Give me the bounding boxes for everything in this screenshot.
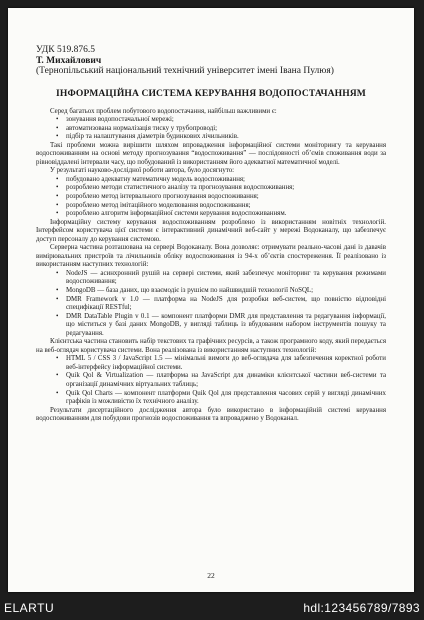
list-item: • розроблено методи статистичного аналізу та прогнозування водоспоживання;: [66, 184, 386, 193]
list-item: • розроблено метод інтервального прогнозування водоспоживання;: [66, 193, 386, 202]
paragraph: Інформаційну систему керування водоспоживанням розроблено із використанням новітніх технологій. Інтерфейсом користувача цієї системи є інтерактивний динамічний веб-сайт у мережі Водоканалу, що забезпечує доступ персоналу до керування системою.: [36, 218, 386, 243]
paper-page: [8, 8, 414, 592]
list-item: • DMR Framework v 1.0 — платформа на NodeJS для розробки веб-систем, що повністю відповідні специфікації RESTful;: [66, 296, 386, 313]
bullet-list-server-tech: [36, 270, 386, 338]
affiliation: (Тернопільський національний технічний університет імені Івана Пулюя): [36, 66, 334, 76]
list-item: • зонування водопостачальної мережі;: [66, 116, 386, 125]
article-title: ІНФОРМАЦІЙНА СИСТЕМА КЕРУВАННЯ ВОДОПОСТАЧАННЯМ: [56, 87, 366, 99]
list-item: • побудовано адекватну математичну модель водоспоживання;: [66, 176, 386, 185]
list-item: • HTML 5 / CSS 3 / JavaScript 1.5 — мінімальні вимоги до веб-оглядача для забезпечення коректної роботи веб-інтерфейсу інформаційної системи.: [66, 355, 386, 372]
repository-footer: [0, 597, 424, 620]
repository-name: ELARTU: [4, 601, 55, 615]
list-item: • Quik Qol Charts — компонент платформи Quik Qol для представлення часових серій у вигляді динамічних графіків із можливістю їх технічного аналізу.: [66, 390, 386, 407]
page-number: 22: [207, 571, 215, 580]
paragraph-conclusion: Результати дисертаційного дослідження автора було використано в інформаційній системі керування водоспоживанням для побудови прогнозів водоспоживання та впроваджено у Водоканал.: [36, 406, 386, 423]
paragraph-intro: Серед багатьох проблем побутового водопостачання, найбільш важливими є:: [50, 107, 277, 115]
paragraph: Серверна частина розташована на сервері Водоканалу. Вона дозволяє: отримувати реально-часові дані із давачів вимірювальних пристроїв та лічильників обліку водоспоживання із 94-х об’єктів спостереження. Її реалізовано із використанням наступних технологій:: [36, 244, 386, 269]
list-item: • MongoDB — база даних, що взаємодіє із рушієм по найшвидшій технології NoSQL;: [66, 287, 386, 296]
bullet-list-client-tech: [36, 355, 386, 406]
author-name: Т. Михайлович: [36, 55, 102, 66]
bullet-list-results: [36, 176, 386, 219]
list-item: • розроблено алгоритм інформаційної системи керування водоспоживанням.: [66, 210, 386, 219]
list-item: • Quik Qol & Virtualization — платформа на JavaScript для динаміки клієнтської частини веб-системи та організації динамічних віртуальних таблиць;: [66, 372, 386, 389]
paragraph: У результаті науково-дослідної роботи автора, було досягнуто:: [50, 167, 235, 175]
article-body: [36, 108, 386, 424]
list-item: • розроблено метод імітаційного моделювання водоспоживання;: [66, 202, 386, 211]
paragraph: Такі проблеми можна вирішити шляхом впровадження інформаційної системи моніторингу та керування водоспоживанням на основі методу прогнозування “водоспоживання” — послідовності об’ємів споживання води за рівновіддалені інтервали часу, що побудований із використанням його адекватної математичної моделі.: [36, 141, 386, 166]
handle-id: hdl:123456789/7893: [303, 601, 420, 615]
bullet-list-problems: [36, 116, 386, 142]
list-item: • DMR DataTable Plugin v 0.1 — компонент платформи DMR для представлення та редагування інформації, що міститься у базі даних MongoDB, у вигляді таблиць із вбудованим набором інструментів пошуку та редагування.: [66, 313, 386, 339]
list-item: • автоматизована нормалізація тиску у трубопроводі;: [66, 125, 386, 134]
udk-code: УДК 519.876.5: [36, 45, 95, 55]
article-meta: [36, 45, 386, 77]
list-item: • підбір та налаштування діаметрів будинкових лічильників.: [66, 133, 386, 142]
paragraph: Клієнтська частина становить набір текстових та графічних ресурсів, а також програмного коду, який передається на веб-оглядач користувача системи. Вона реалізована із використанням наступних технологій:: [36, 338, 386, 354]
list-item: • NodeJS — асинхронний рушій на сервері системи, який забезпечує моніторинг та керування режимами водоспоживання;: [66, 270, 386, 287]
